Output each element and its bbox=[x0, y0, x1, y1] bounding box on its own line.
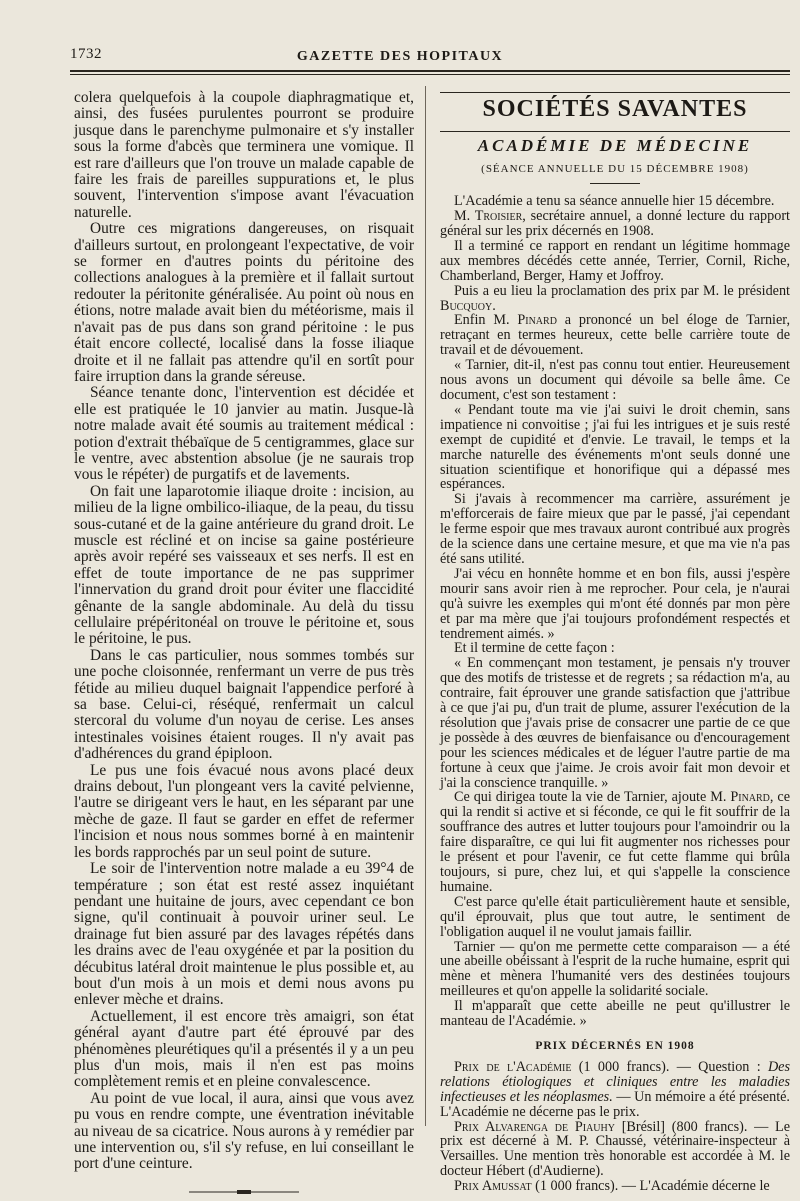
section-rule-top bbox=[440, 92, 790, 93]
seance-line: (SÉANCE ANNUELLE DU 15 DÉCEMBRE 1908) bbox=[481, 162, 749, 175]
article-paragraph: Il m'apparaît que cette abeille ne peut qu'illustrer le manteau de l'Académie. » bbox=[440, 998, 790, 1030]
left-paragraph: Dans le cas particulier, nous sommes tombés sur une poche cloisonnée, renfermant un verre de pus très fétide au milieu duquel baignait l'appendice perforé à sa base. Celui-ci, réséqué, renfermait un calcul stercoral du volume d'un noyau de cerise. Les anses intestinales voisines étaient rouges. Il n'y avait pas d'adhérences du grand épiploon. bbox=[74, 646, 414, 763]
left-paragraph: Le soir de l'intervention notre malade a eu 39°4 de température ; son état est resté assez inquiétant pendant une huitaine de jours, avec cependant ce bon signe, qu'il continuait à pouvoir uriner seul. Le drainage fut bien assuré par des lavages répétés dans les drains avec de l'eau oxygénée et par la position du décubitus latéral droit maintenue le plus possible et, au bout d'un mois à un mois et demi nous avons pu enlever mèche et drains. bbox=[74, 860, 414, 1009]
article-text: ce qui la rendit si active et si féconde, ce qui le fit souffrir de la souffrance des autres et lutter toujours pour l'amoindrir ou la faire disparaître, ce qui lui fit augmenter nos richesses pour le présent et pour l'avenir, ce fut cette flamme qui brûla toujours, si pure, chez lui, et qui s'appelle la conscience humaine. bbox=[440, 789, 790, 895]
article-paragraph: Tarnier — qu'on me permette cette comparaison — a été une abeille obéissant à l'esprit de la ruche humaine, esprit qui mène et mènera l'humanité vers des destinées toujours meilleures et qu'on appelle la solidarité sociale. bbox=[440, 938, 790, 1000]
page-number: 1732 bbox=[70, 46, 102, 62]
left-paragraph: Actuellement, il est encore très amaigri, son état général ayant d'autre part été éprouvé par des phénomènes pleurétiques qu'il a présentés il y a un peu plus d'un mois, mais il n'en est pas moins complètement remis et en pleine convalescence. bbox=[74, 1007, 414, 1091]
article-text: secrétaire annuel, a donné lecture du rapport général sur les prix décernés en 1908. bbox=[440, 208, 790, 240]
article-paragraph: J'ai vécu en honnête homme et en bon fils, aussi j'espère mourir sans avoir rien à me reprocher. Pour cela, je n'aurai qu'à suivre les exemples qui m'ont été donnés par mon père et par ma mère que j'ai toujours profondément respectés et tendrement aimés. » bbox=[440, 565, 790, 642]
article-text: Enfin M. bbox=[454, 312, 518, 329]
article-text: — Un mémoire a été présenté. L'Académie ne décerne pas le prix. bbox=[440, 1088, 790, 1120]
article-paragraph: « Pendant toute ma vie j'ai suivi le droit chemin, sans impatience ni convoitise ; j'ai fui les intrigues et je suis resté exempt de cupidité et d'envie. Le travail, le temps et la marche naturelle des événements m'ont seuls donné une situation scientifique et honorifique qui a dépassé mes espérances. bbox=[440, 401, 790, 493]
prize-name: Prix Amussat bbox=[454, 1178, 532, 1195]
header-rule-thick bbox=[70, 70, 790, 72]
person-name: Pinard bbox=[517, 312, 557, 329]
article-paragraph: L'Académie a tenu sa séance annuelle hier 15 décembre. bbox=[454, 193, 775, 210]
left-paragraph: colera quelquefois à la coupole diaphragmatique et, ainsi, des fusées purulentes pourront se produire jusque dans le parenchyme pulmonaire et s'y installer sous la forme d'abcès que terminera une vomique. Il est rare d'ailleurs que l'on trouve un malade capable de faire les frais de pareilles suppurations et, le plus souvent, l'intervention s'impose avant l'évacuation naturelle. bbox=[74, 89, 414, 221]
article-text: Puis a eu lieu la proclamation des prix par M. le président bbox=[454, 282, 790, 299]
prize-name: Prix de l'Académie bbox=[454, 1058, 572, 1075]
left-paragraph: On fait une laparotomie iliaque droite : incision, au milieu de la ligne ombilico-iliaque, de la peau, du tissu sous-cutané et de la gaine antérieure du grand droit. Le muscle est récliné et on incise sa gaine postérieure après avoir repéré ses vaisseaux et ses nerfs. Il est en effet de toute importance de ne pas supprimer l'innervation du grand droit pour éviter une flaccidité gênante de la sangle abdominale. Au delà du tissu cellulaire prépéritonéal on trouve le péritoine et, sous le péritoine, le pus. bbox=[74, 482, 414, 648]
prize-entry bbox=[440, 1060, 790, 1120]
person-name: Pinard, bbox=[730, 789, 774, 806]
academy-title: ACADÉMIE DE MÉDECINE bbox=[477, 136, 753, 156]
prize-name: Prix Alvarenga de Piauhy bbox=[454, 1118, 615, 1135]
prizes-heading: PRIX DÉCERNÉS EN 1908 bbox=[535, 1039, 695, 1052]
article-paragraph: « Tarnier, dit-il, n'est pas connu tout entier. Heureusement nous avons un document qui dévoile sa belle âme. Ce document, c'est son testament : bbox=[440, 357, 790, 403]
article-paragraph bbox=[440, 284, 790, 314]
running-head: GAZETTE DES HOPITAUX bbox=[296, 49, 504, 64]
article-paragraph: Il a terminé ce rapport en rendant un légitime hommage aux membres décédés cette année, Terrier, Cornil, Riche, Chamberland, Berger, Hamy et Joffroy. bbox=[440, 237, 790, 284]
article-paragraph bbox=[440, 790, 790, 894]
left-paragraph: Au point de vue local, il aura, ainsi que vous avez pu vous en rendre compte, une éventration inévitable au niveau de sa cicatrice. Nous aurons à y remédier par une intervention ou, s'il s'y refuse, en lui conseillant le port d'une ceinture. bbox=[74, 1089, 414, 1173]
article-text: [Brésil] (800 francs). — Le prix est décerné à M. P. Chaussé, vétérinaire-inspecteur à Versailles. Une mention très honorable est accordée à M. le docteur Hébert (d'Audierne). bbox=[440, 1118, 790, 1180]
column-divider bbox=[425, 86, 426, 1126]
person-name: M. Troisier, bbox=[454, 208, 526, 225]
header-rule-thin bbox=[70, 74, 790, 75]
prize-entry bbox=[440, 1120, 790, 1180]
prize-entry bbox=[440, 1179, 790, 1194]
short-rule bbox=[590, 183, 640, 184]
article-paragraph: « En commençant mon testament, je pensais n'y trouver que des motifs de tristesse et de regrets ; sa rédaction m'a, au contraire, fait éprouver une grande satisfaction que j'attribue à ce que j'ai pu, d'un trait de plume, assurer l'exécution de la résolution que j'avais prise de consacrer une partie de ce que je possède à des œuvres de bienfaisance ou d'encouragement pour les sciences médicales et de léguer l'autre partie de ma fortune à ceux que j'aime. Je crois avoir fait mon devoir et j'ai la conscience tranquille. » bbox=[440, 655, 790, 791]
right-column bbox=[440, 90, 790, 1194]
prize-question: Des relations étiologiques et cliniques entre les maladies infectieuses et les néoplasmes. bbox=[440, 1058, 791, 1105]
article-text: a prononcé un bel éloge de Tarnier, retraçant en termes heureux, cette belle carrière toute de travail et de dévouement. bbox=[440, 312, 790, 359]
article-body bbox=[440, 194, 790, 1194]
left-column bbox=[74, 90, 414, 1201]
article-paragraph: Et il termine de cette façon : bbox=[454, 640, 615, 657]
section-rule-bottom bbox=[440, 131, 790, 132]
left-paragraph: Séance tenante donc, l'intervention est décidée et elle est pratiquée le 10 janvier au matin. Jusque-là notre malade avait été soumis au traitement médical : potion d'extrait thébaïque de 5 centigrammes, glace sur le ventre, avec abstention absolue (je ne saurais trop vous le répéter) de purgatifs et de lavements. bbox=[74, 384, 414, 484]
left-paragraph: Outre ces migrations dangereuses, on risquait d'ailleurs surtout, en prolongeant l'expectative, de voir se former en d'autres points du péritoine des collections analogues à la première et il fallait surtout redouter la péritonite généralisée. Au point où nous en étions, notre malade avait bien du météorisme, mais il n'avait pas de pus dans son grand péritoine : le pus était encore collecté, localisé dans la fosse iliaque droite et il ne fallait pas attendre qu'il en sortît pour faire irruption dans la grande séreuse. bbox=[74, 220, 414, 385]
person-name: Bucquoy. bbox=[440, 297, 496, 314]
article-text: Ce qui dirigea toute la vie de Tarnier, ajoute M. bbox=[454, 789, 731, 806]
article-paragraph bbox=[440, 209, 790, 239]
article-text: (1 000 francs). — Question : bbox=[571, 1058, 768, 1075]
article-paragraph: C'est parce qu'elle était particulièrement haute et sensible, qu'il éprouvait, plus que tout autre, le sentiment de l'obligation auquel il ne voulut jamais faillir. bbox=[440, 893, 790, 940]
left-paragraph: Le pus une fois évacué nous avons placé deux drains debout, l'un plongeant vers la cavité pelvienne, l'autre se dirigeant vers le haut, en les séparant par une mèche de gaze. Il faut se garder en effet de refermer l'incision et nous nous sommes borné à en maintenir les bords rapprochés par un seul point de suture. bbox=[74, 761, 414, 861]
end-ornament bbox=[189, 1185, 299, 1201]
article-paragraph: Si j'avais à recommencer ma carrière, assurément je m'efforcerais de faire mieux que par le passé, j'ai cependant le ferme espoir que mes travaux auront contribué aux progrès de la science dans une certaine mesure, et que ma vie n'a pas été sans utilité. bbox=[440, 491, 790, 567]
article-text: (1 000 francs). — L'Académie décerne le bbox=[531, 1178, 770, 1195]
section-title: SOCIÉTÉS SAVANTES bbox=[482, 96, 748, 122]
article-paragraph bbox=[440, 313, 790, 358]
